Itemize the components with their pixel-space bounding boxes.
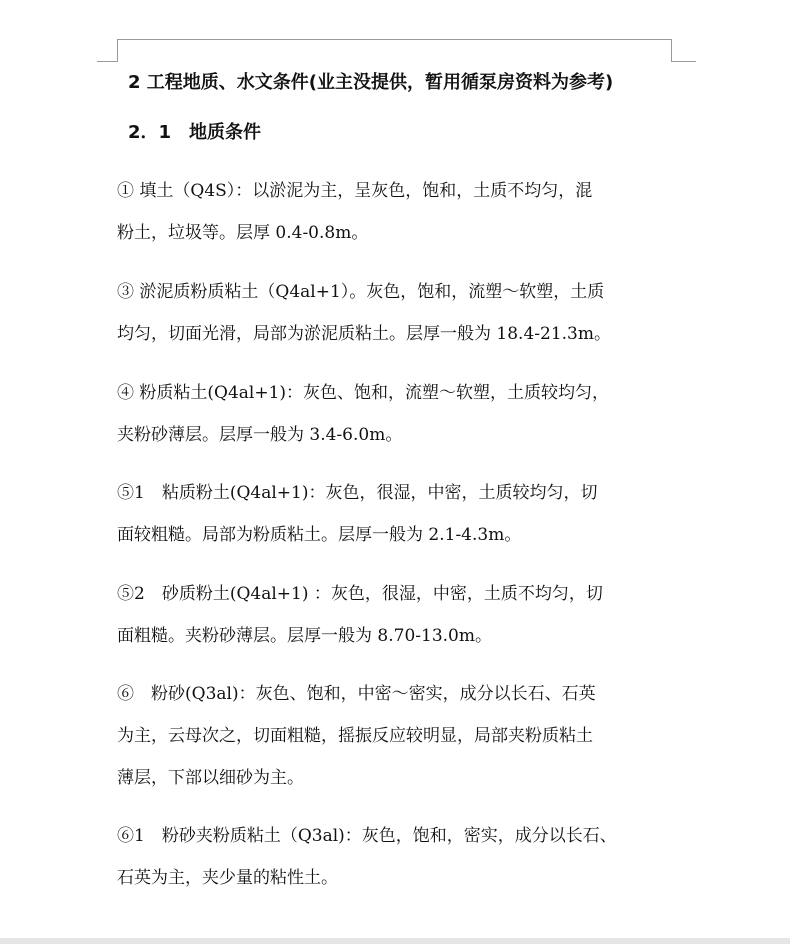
paragraph-line: 为主，云母次之，切面粗糙，摇振反应较明显，局部夹粉质粘土 (117, 726, 593, 746)
header-corner-mark-right (671, 39, 696, 62)
paragraph-line: ⑥1 粉砂夹粉质粘土（Q3al)：灰色，饱和，密实，成分以长石、 (117, 826, 617, 846)
paragraph-line: ⑤1 粘质粉土(Q4al+1)：灰色，很湿，中密，土质较均匀，切 (117, 483, 598, 503)
paragraph-line: 面粗糙。夹粉砂薄层。层厚一般为 8.70-13.0m。 (117, 626, 492, 646)
paragraph-line: 均匀，切面光滑，局部为淤泥质粘土。层厚一般为 18.4-21.3m。 (117, 324, 611, 344)
paragraph-clayey-silt (117, 472, 677, 556)
paragraph-silty-sand (117, 673, 677, 799)
paragraph-line: 面较粗糙。局部为粉质粘土。层厚一般为 2.1-4.3m。 (117, 525, 522, 545)
header-margin-line (117, 39, 671, 40)
paragraph-silty-clay (117, 372, 677, 456)
paragraph-fill-soil (117, 170, 677, 254)
section-heading: 2 工程地质、水文条件(业主没提供，暂用循泵房资料为参考) (128, 72, 614, 93)
subsection-heading: 2．1 地质条件 (128, 122, 262, 143)
paragraph-silty-sand-with-clay (117, 815, 677, 899)
paragraph-sandy-silt (117, 573, 677, 657)
page-bottom-edge (0, 938, 790, 944)
paragraph-line: ⑤2 砂质粉土(Q4al+1) ：灰色，很湿，中密，土质不均匀，切 (117, 584, 603, 604)
paragraph-line: 粉土，垃圾等。层厚 0.4-0.8m。 (117, 223, 369, 243)
paragraph-silty-clay-muck (117, 271, 677, 355)
paragraph-line: ⑥ 粉砂(Q3al)：灰色、饱和，中密～密实，成分以长石、石英 (117, 684, 596, 704)
paragraph-line: 薄层，下部以细砂为主。 (117, 768, 304, 788)
paragraph-line: 石英为主，夹少量的粘性土。 (117, 868, 338, 888)
paragraph-line: 夹粉砂薄层。层厚一般为 3.4-6.0m。 (117, 425, 403, 445)
paragraph-line: ④ 粉质粘土(Q4al+1)：灰色、饱和，流塑～软塑，土质较均匀， (117, 383, 610, 403)
paragraph-line: ① 填土（Q4S）：以淤泥为主，呈灰色，饱和，土质不均匀，混 (117, 181, 593, 201)
paragraph-line: ③ 淤泥质粉质粘土（Q4al+1）。灰色，饱和，流塑～软塑，土质 (117, 282, 605, 302)
header-corner-mark-left (97, 39, 118, 62)
